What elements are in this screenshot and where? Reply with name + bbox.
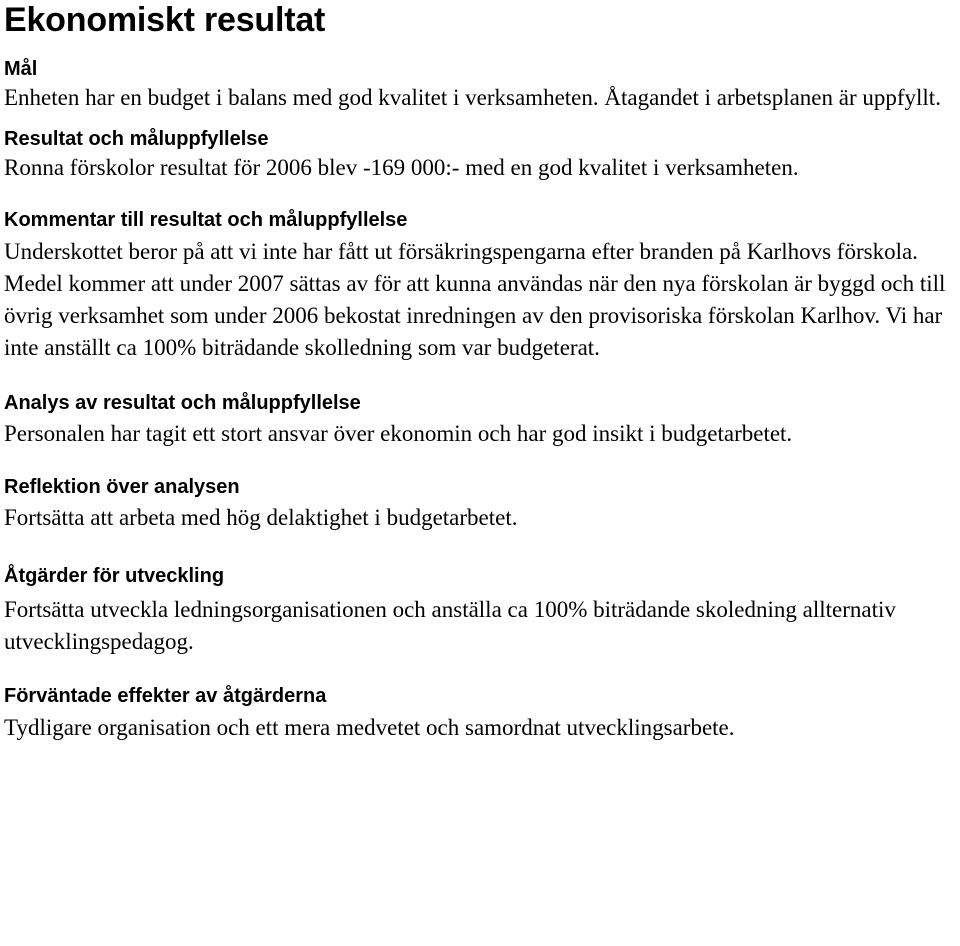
section-text: Ronna förskolor resultat för 2006 blev -169 000:- med en god kvalitet i verksamheten.	[4, 155, 799, 180]
section-text: Fortsätta att arbeta med hög delaktighet i budgetarbetet.	[4, 505, 518, 530]
section-reflektion	[4, 475, 956, 534]
section-atgarder	[4, 564, 956, 658]
section-heading: Mål	[4, 58, 38, 80]
section-kommentar	[4, 208, 956, 364]
section-heading: Analys av resultat och måluppfyllelse	[4, 392, 361, 414]
section-analys	[4, 391, 956, 450]
section-heading: Resultat och måluppfyllelse	[4, 128, 269, 150]
section-effekter	[4, 684, 956, 744]
section-text: Tydligare organisation och ett mera medvetet och samordnat utvecklingsarbete.	[4, 715, 735, 740]
section-text: Enheten har en budget i balans med god kvalitet i verksamheten. Åtagandet i arbetsplanen är uppfyllt.	[4, 85, 941, 110]
document-page	[4, 0, 956, 744]
section-heading: Reflektion över analysen	[4, 476, 240, 498]
section-resultat	[4, 127, 956, 184]
section-heading: Kommentar till resultat och måluppfyllelse	[4, 209, 408, 231]
section-heading: Åtgärder för utveckling	[4, 565, 225, 587]
page-title: Ekonomiskt resultat	[4, 1, 326, 39]
section-heading: Förväntade effekter av åtgärderna	[4, 685, 327, 707]
section-text: Fortsätta utveckla ledningsorganisationen och anställa ca 100% biträdande skoledning allternativ utvecklingspedagog.	[4, 597, 896, 654]
section-text: Underskottet beror på att vi inte har fått ut försäkringspengarna efter branden på Karlhovs förskola. Medel kommer att under 2007 sättas av för att kunna användas när den nya förskolan är byggd och till övrig verksamhet som under 2006 bekostat inredningen av den provisoriska förskolan Karlhov. Vi har inte anställt ca 100% biträdande skolledning som var budgeterat.	[4, 239, 946, 360]
section-mal	[4, 57, 956, 114]
section-text: Personalen har tagit ett stort ansvar över ekonomin och har god insikt i budgetarbetet.	[4, 421, 793, 446]
